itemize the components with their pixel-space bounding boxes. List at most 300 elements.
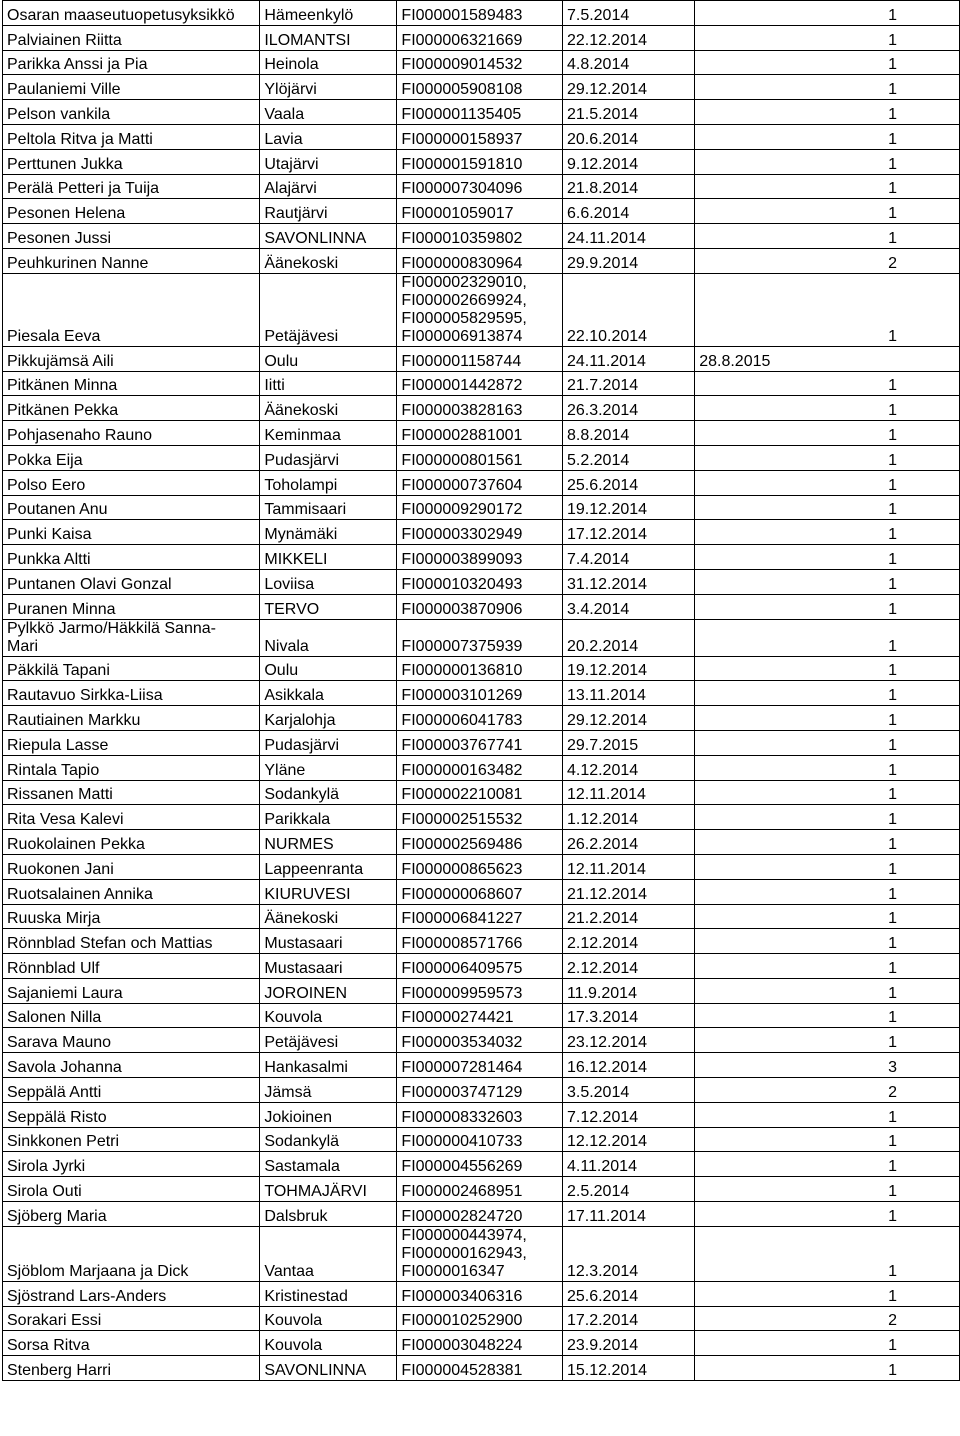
name-cell: Sjöblom Marjaana ja Dick [3,1226,260,1281]
farm-id-cell: FI00000274421 [397,1003,563,1028]
date-cell: 23.9.2014 [562,1331,694,1356]
count-cell: 1 [695,396,960,421]
count-cell: 1 [695,594,960,619]
count-cell: 1 [695,879,960,904]
count-cell: 1 [695,619,960,656]
date-cell: 5.2.2014 [562,445,694,470]
count-cell: 1 [695,273,960,346]
farm-id-cell: FI000003899093 [397,545,563,570]
municipality-cell: Jämsä [260,1078,397,1103]
date-cell: 25.6.2014 [562,1281,694,1306]
table-row [3,1356,960,1381]
table-row [3,656,960,681]
date-cell: 12.11.2014 [562,854,694,879]
table-row [3,149,960,174]
name-cell: Sirola Jyrki [3,1152,260,1177]
farm-id-cell: FI000003101269 [397,681,563,706]
count-cell: 1 [695,656,960,681]
date-cell: 4.12.2014 [562,755,694,780]
date-cell: 13.11.2014 [562,681,694,706]
count-cell: 3 [695,1053,960,1078]
municipality-cell: Tammisaari [260,495,397,520]
date-cell: 21.8.2014 [562,174,694,199]
municipality-cell: Mustasaari [260,929,397,954]
count-cell: 1 [695,904,960,929]
table-row [3,1226,960,1281]
date-cell: 31.12.2014 [562,569,694,594]
municipality-cell: Oulu [260,346,397,371]
date-cell: 2.12.2014 [562,954,694,979]
table-row [3,100,960,125]
farm-id-cell: FI000006041783 [397,706,563,731]
municipality-cell: SAVONLINNA [260,1356,397,1381]
farm-id-cell: FI000001158744 [397,346,563,371]
count-cell: 1 [695,1177,960,1202]
municipality-cell: TOHMAJÄRVI [260,1177,397,1202]
farm-id-cell: FI000007281464 [397,1053,563,1078]
date-cell: 17.12.2014 [562,520,694,545]
name-cell: Rönnblad Stefan och Mattias [3,929,260,954]
count-cell: 1 [695,199,960,224]
count-cell: 1 [695,706,960,731]
farm-id-line: FI0000016347 [401,1262,505,1280]
municipality-cell: Jokioinen [260,1102,397,1127]
farm-id-cell: FI000003534032 [397,1028,563,1053]
name-cell: Riepula Lasse [3,730,260,755]
table-row [3,346,960,371]
date-cell: 7.5.2014 [562,1,694,26]
table-row [3,1003,960,1028]
date-cell: 20.2.2014 [562,619,694,656]
date-cell: 29.7.2015 [562,730,694,755]
farm-id-cell: FI000003870906 [397,594,563,619]
municipality-cell: SAVONLINNA [260,224,397,249]
name-cell: Rissanen Matti [3,780,260,805]
count-cell: 1 [695,830,960,855]
date-cell: 21.5.2014 [562,100,694,125]
municipality-cell: Äänekoski [260,904,397,929]
table-row [3,1331,960,1356]
municipality-cell: Karjalohja [260,706,397,731]
name-line: Mari [7,637,39,655]
count-cell: 1 [695,1003,960,1028]
municipality-cell: Sastamala [260,1152,397,1177]
farm-id-cell: FI000006409575 [397,954,563,979]
count-cell: 1 [695,929,960,954]
count-cell: 1 [695,954,960,979]
name-cell: Peuhkurinen Nanne [3,248,260,273]
table-row [3,1028,960,1053]
date-cell: 3.4.2014 [562,594,694,619]
name-cell: Rönnblad Ulf [3,954,260,979]
municipality-cell: Kouvola [260,1306,397,1331]
table-row [3,706,960,731]
municipality-cell: Petäjävesi [260,1028,397,1053]
date-cell: 6.6.2014 [562,199,694,224]
municipality-cell: NURMES [260,830,397,855]
date-cell: 24.11.2014 [562,346,694,371]
municipality-cell: Nivala [260,619,397,656]
farm-id-cell: FI000003767741 [397,730,563,755]
municipality-cell: Alajärvi [260,174,397,199]
table-row [3,1,960,26]
farm-id-cell: FI000003747129 [397,1078,563,1103]
table-row [3,273,960,346]
table-row [3,124,960,149]
table-row [3,545,960,570]
count-cell: 1 [695,1028,960,1053]
name-cell: Stenberg Harri [3,1356,260,1381]
name-cell: Punki Kaisa [3,520,260,545]
date-cell: 17.3.2014 [562,1003,694,1028]
municipality-cell: TERVO [260,594,397,619]
count-cell: 1 [695,371,960,396]
date-cell: 12.11.2014 [562,780,694,805]
table-row [3,445,960,470]
name-cell: Pikkujämsä Aili [3,346,260,371]
count-cell: 1 [695,978,960,1003]
farm-id-cell: FI000003302949 [397,520,563,545]
municipality-cell: Kouvola [260,1003,397,1028]
count-cell: 1 [695,545,960,570]
municipality-cell: Hankasalmi [260,1053,397,1078]
farm-id-cell: FI00001059017 [397,199,563,224]
farm-id-cell: FI000001589483 [397,1,563,26]
farm-id-line: FI000002669924, [401,291,527,309]
farm-id-cell: FI000002569486 [397,830,563,855]
table-row [3,470,960,495]
farm-id-cell: FI000000136810 [397,656,563,681]
farm-id-cell: FI000005908108 [397,75,563,100]
name-cell: Peltola Ritva ja Matti [3,124,260,149]
count-cell: 1 [695,1331,960,1356]
municipality-cell: Äänekoski [260,396,397,421]
table-row [3,1306,960,1331]
municipality-cell: Rautjärvi [260,199,397,224]
farm-id-line: FI000000162943, [401,1244,527,1262]
count-cell: 2 [695,1306,960,1331]
name-cell: Perttunen Jukka [3,149,260,174]
farm-id-cell: FI000008571766 [397,929,563,954]
table-row [3,248,960,273]
count-cell: 1 [695,495,960,520]
farm-id-cell: FI000000830964 [397,248,563,273]
date-cell: 12.3.2014 [562,1226,694,1281]
table-row [3,1152,960,1177]
municipality-cell: Kristinestad [260,1281,397,1306]
farm-id-cell: FI000009290172 [397,495,563,520]
count-cell: 1 [695,445,960,470]
table-row [3,1177,960,1202]
count-cell: 1 [695,149,960,174]
table-row [3,1202,960,1227]
table-row [3,75,960,100]
count-cell: 1 [695,224,960,249]
farm-id-cell: FI000000410733 [397,1127,563,1152]
farm-id-cell: FI000010359802 [397,224,563,249]
date-cell: 24.11.2014 [562,224,694,249]
name-cell: Rintala Tapio [3,755,260,780]
table-row [3,1053,960,1078]
farm-id-cell: FI000002468951 [397,1177,563,1202]
name-cell: Seppälä Antti [3,1078,260,1103]
name-cell: Ruuska Mirja [3,904,260,929]
farm-id-cell: FI000010252900 [397,1306,563,1331]
municipality-cell: ILOMANTSI [260,25,397,50]
municipality-cell: Lavia [260,124,397,149]
farm-id-cell: FI000000158937 [397,124,563,149]
count-cell: 1 [695,1,960,26]
farm-id-cell: FI000003406316 [397,1281,563,1306]
municipality-cell: Kouvola [260,1331,397,1356]
farm-id-cell: FI000003828163 [397,396,563,421]
municipality-cell: Utajärvi [260,149,397,174]
table-row [3,569,960,594]
date-cell: 29.12.2014 [562,75,694,100]
count-cell: 1 [695,730,960,755]
table-row [3,25,960,50]
name-cell: Sorsa Ritva [3,1331,260,1356]
farm-id-cell: FI000002824720 [397,1202,563,1227]
table-row [3,224,960,249]
date-cell: 21.2.2014 [562,904,694,929]
municipality-cell: MIKKELI [260,545,397,570]
date-cell: 17.2.2014 [562,1306,694,1331]
municipality-cell: Asikkala [260,681,397,706]
municipality-cell: Parikkala [260,805,397,830]
farm-id-cell: FI000000801561 [397,445,563,470]
name-cell: Rita Vesa Kalevi [3,805,260,830]
count-cell: 1 [695,805,960,830]
municipality-cell: Sodankylä [260,1127,397,1152]
farm-id-cell [397,1226,563,1281]
name-cell: Pelson vankila [3,100,260,125]
name-cell: Ruokolainen Pekka [3,830,260,855]
name-cell: Seppälä Risto [3,1102,260,1127]
table-row [3,1102,960,1127]
farm-id-cell: FI000001591810 [397,149,563,174]
name-cell: Ruotsalainen Annika [3,879,260,904]
farm-id-cell: FI000000068607 [397,879,563,904]
farm-id-cell: FI000002515532 [397,805,563,830]
table-row [3,520,960,545]
date-cell: 9.12.2014 [562,149,694,174]
farm-id-cell: FI000006841227 [397,904,563,929]
date-cell: 3.5.2014 [562,1078,694,1103]
count-cell: 1 [695,50,960,75]
count-cell: 28.8.2015 [695,346,960,371]
date-cell: 19.12.2014 [562,495,694,520]
name-cell: Poutanen Anu [3,495,260,520]
count-cell: 1 [695,174,960,199]
name-cell: Sinkkonen Petri [3,1127,260,1152]
date-cell: 23.12.2014 [562,1028,694,1053]
name-cell: Sarava Mauno [3,1028,260,1053]
date-cell: 2.12.2014 [562,929,694,954]
name-line: Pylkkö Jarmo/Häkkilä Sanna- [7,619,216,637]
table-row [3,619,960,656]
table-row [3,830,960,855]
name-cell: Parikka Anssi ja Pia [3,50,260,75]
municipality-cell: Toholampi [260,470,397,495]
date-cell: 2.5.2014 [562,1177,694,1202]
name-cell: Pitkänen Pekka [3,396,260,421]
table-row [3,978,960,1003]
count-cell: 1 [695,1281,960,1306]
count-cell: 1 [695,569,960,594]
date-cell: 29.12.2014 [562,706,694,731]
farm-id-line: FI000002329010, [401,273,527,291]
municipality-cell: Petäjävesi [260,273,397,346]
date-cell: 4.8.2014 [562,50,694,75]
name-cell: Punkka Altti [3,545,260,570]
municipality-cell: Pudasjärvi [260,730,397,755]
name-cell: Pohjasenaho Rauno [3,421,260,446]
table-row [3,954,960,979]
municipality-cell: Iitti [260,371,397,396]
municipality-cell: Heinola [260,50,397,75]
name-cell [3,619,260,656]
table-row [3,495,960,520]
name-cell: Salonen Nilla [3,1003,260,1028]
municipality-cell: Sodankylä [260,780,397,805]
count-cell: 1 [695,520,960,545]
municipality-cell: KIURUVESI [260,879,397,904]
date-cell: 22.10.2014 [562,273,694,346]
name-cell: Sjöstrand Lars-Anders [3,1281,260,1306]
count-cell: 1 [695,25,960,50]
farm-id-line: FI000005829595, [401,309,527,327]
table-row [3,174,960,199]
table-row [3,854,960,879]
date-cell: 8.8.2014 [562,421,694,446]
count-cell: 1 [695,755,960,780]
date-cell: 17.11.2014 [562,1202,694,1227]
municipality-cell: JOROINEN [260,978,397,1003]
name-cell: Ruokonen Jani [3,854,260,879]
table-row [3,50,960,75]
name-cell: Piesala Eeva [3,273,260,346]
date-cell: 1.12.2014 [562,805,694,830]
count-cell: 2 [695,248,960,273]
municipality-cell: Pudasjärvi [260,445,397,470]
table-row [3,1281,960,1306]
name-cell: Puntanen Olavi Gonzal [3,569,260,594]
table-row [3,371,960,396]
table-row [3,421,960,446]
count-cell: 1 [695,470,960,495]
municipality-cell: Mynämäki [260,520,397,545]
name-cell: Savola Johanna [3,1053,260,1078]
name-cell: Sirola Outi [3,1177,260,1202]
table-row [3,755,960,780]
date-cell: 21.7.2014 [562,371,694,396]
count-cell: 1 [695,100,960,125]
name-cell: Pesonen Helena [3,199,260,224]
farm-id-cell: FI000008332603 [397,1102,563,1127]
count-cell: 1 [695,75,960,100]
municipality-cell: Yläne [260,755,397,780]
farm-id-line: FI000000443974, [401,1226,527,1244]
name-cell: Polso Eero [3,470,260,495]
municipality-cell: Vantaa [260,1226,397,1281]
farm-id-cell: FI000002881001 [397,421,563,446]
date-cell: 26.2.2014 [562,830,694,855]
count-cell: 1 [695,1356,960,1381]
farm-id-cell: FI000010320493 [397,569,563,594]
count-cell: 1 [695,780,960,805]
name-cell: Rautiainen Markku [3,706,260,731]
municipality-cell: Dalsbruk [260,1202,397,1227]
farm-id-cell: FI000001135405 [397,100,563,125]
date-cell: 19.12.2014 [562,656,694,681]
name-cell: Sorakari Essi [3,1306,260,1331]
municipality-cell: Vaala [260,100,397,125]
date-cell: 15.12.2014 [562,1356,694,1381]
farm-id-cell [397,273,563,346]
count-cell: 2 [695,1078,960,1103]
date-cell: 16.12.2014 [562,1053,694,1078]
name-cell: Palviainen Riitta [3,25,260,50]
municipality-cell: Keminmaa [260,421,397,446]
date-cell: 11.9.2014 [562,978,694,1003]
table-row [3,199,960,224]
municipality-cell: Mustasaari [260,954,397,979]
municipality-cell: Hämeenkylö [260,1,397,26]
name-cell: Osaran maaseutuopetusyksikkö [3,1,260,26]
count-cell: 1 [695,1202,960,1227]
municipality-cell: Loviisa [260,569,397,594]
name-cell: Paulaniemi Ville [3,75,260,100]
farm-id-cell: FI000002210081 [397,780,563,805]
name-cell: Pesonen Jussi [3,224,260,249]
registry-table-body [3,1,960,1381]
count-cell: 1 [695,1226,960,1281]
table-row [3,1078,960,1103]
count-cell: 1 [695,681,960,706]
count-cell: 1 [695,854,960,879]
table-row [3,730,960,755]
date-cell: 29.9.2014 [562,248,694,273]
name-cell: Sajaniemi Laura [3,978,260,1003]
date-cell: 22.12.2014 [562,25,694,50]
date-cell: 7.4.2014 [562,545,694,570]
table-row [3,1127,960,1152]
count-cell: 1 [695,1127,960,1152]
municipality-cell: Oulu [260,656,397,681]
name-cell: Sjöberg Maria [3,1202,260,1227]
date-cell: 26.3.2014 [562,396,694,421]
count-cell: 1 [695,124,960,149]
date-cell: 12.12.2014 [562,1127,694,1152]
farm-id-cell: FI000000737604 [397,470,563,495]
table-row [3,805,960,830]
municipality-cell: Äänekoski [260,248,397,273]
name-cell: Puranen Minna [3,594,260,619]
table-row [3,879,960,904]
registry-table [2,0,960,1381]
date-cell: 25.6.2014 [562,470,694,495]
farm-id-cell: FI000009014532 [397,50,563,75]
name-cell: Perälä Petteri ja Tuija [3,174,260,199]
date-cell: 21.12.2014 [562,879,694,904]
name-cell: Päkkilä Tapani [3,656,260,681]
farm-id-cell: FI000001442872 [397,371,563,396]
farm-id-cell: FI000004528381 [397,1356,563,1381]
date-cell: 4.11.2014 [562,1152,694,1177]
farm-id-cell: FI000000163482 [397,755,563,780]
count-cell: 1 [695,421,960,446]
